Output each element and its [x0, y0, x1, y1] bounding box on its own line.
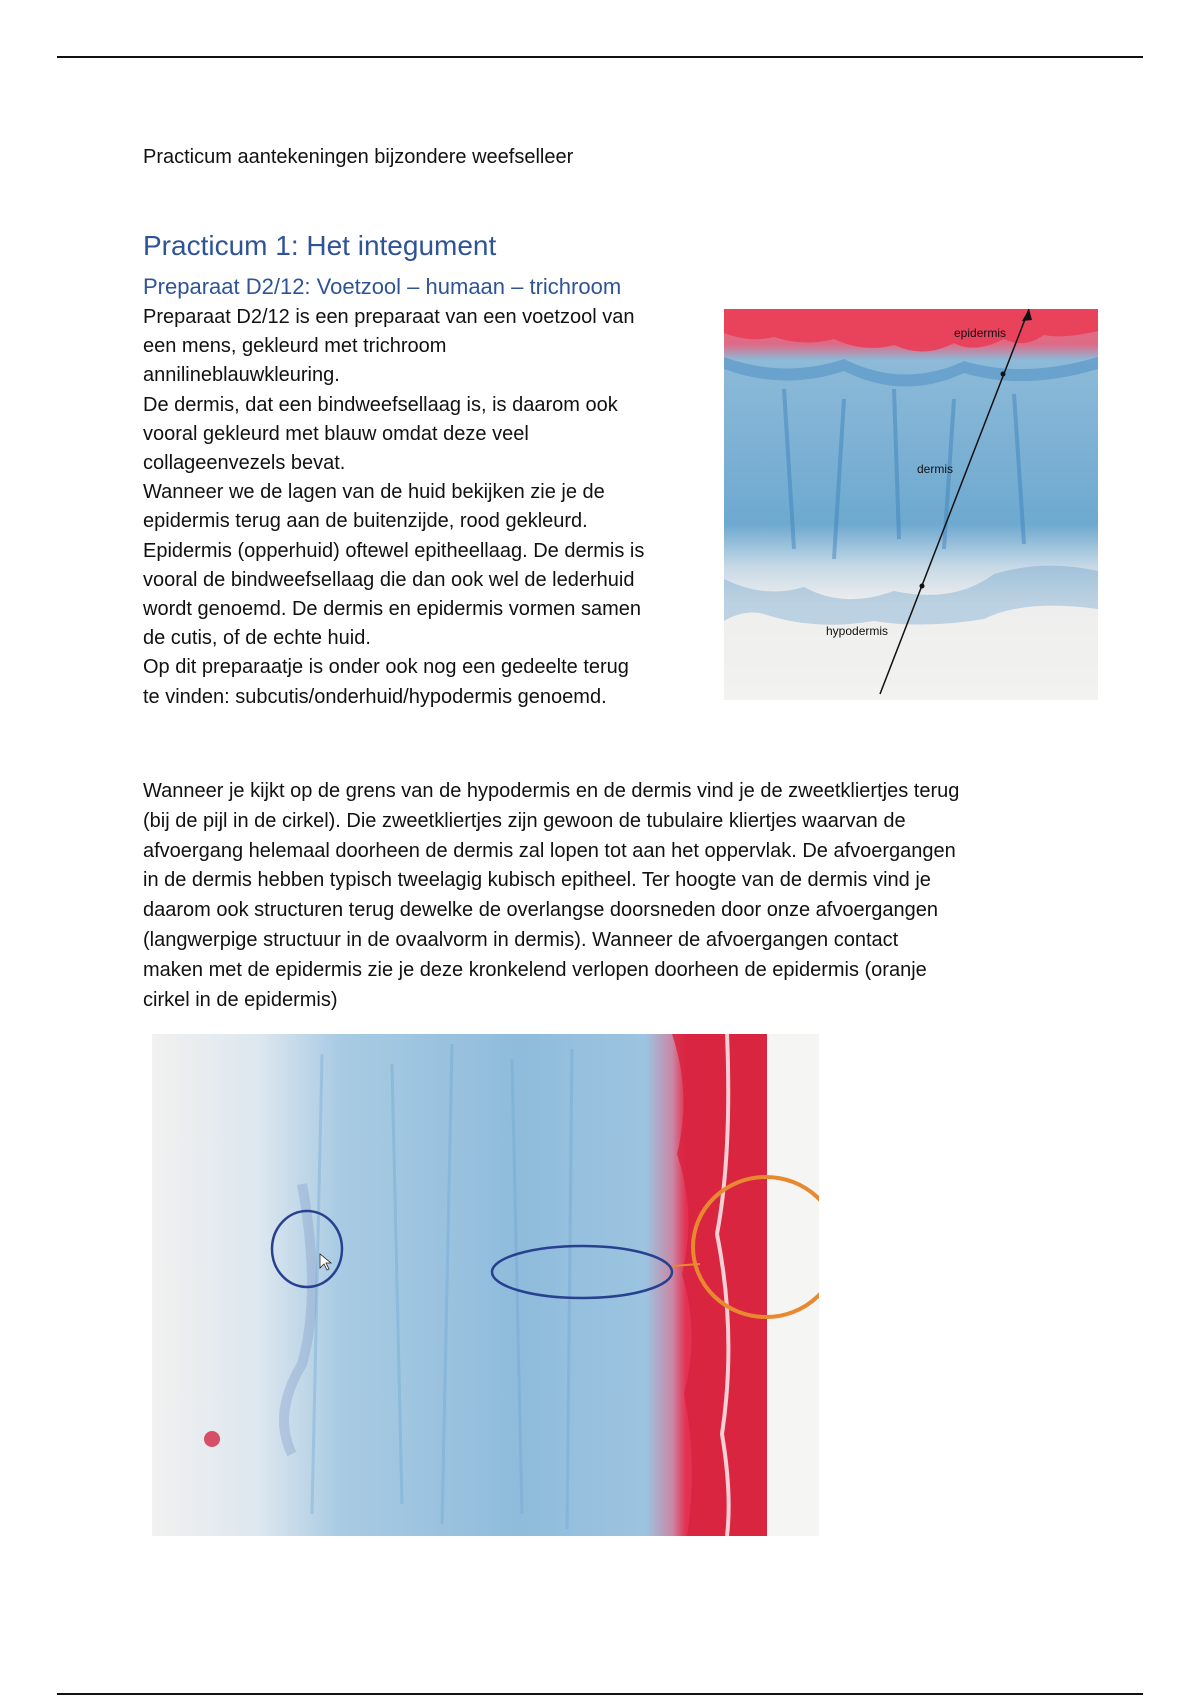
text-line: daarom ook structuren terug dewelke de overlangse doorsneden door onze afvoergangen: [143, 899, 938, 922]
text-line: (bij de pijl in de cirkel). Die zweetkliertjes zijn gewoon de tubulaire kliertjes waarvan de: [143, 809, 906, 832]
text-line: collageenvezels bevat.: [143, 452, 346, 475]
text-line: cirkel in de epidermis): [143, 988, 338, 1011]
heading-practicum: Practicum 1: Het integument: [143, 230, 497, 261]
text-line: De dermis, dat een bindweefsellaag is, is daarom ook: [143, 393, 618, 416]
text-line: maken met de epidermis zie je deze kronkelend verlopen doorheen de epidermis (oranje: [143, 958, 927, 981]
text-line: vooral gekleurd met blauw omdat deze veel: [143, 422, 529, 445]
text-line: een mens, gekleurd met trichroom: [143, 335, 447, 358]
text-line: afvoergang helemaal doorheen de dermis zal lopen tot aan het oppervlak. De afvoergangen: [143, 839, 956, 862]
label-epidermis: epidermis: [954, 326, 1007, 340]
outer-background: [767, 1034, 819, 1536]
document-header: Practicum aantekeningen bijzondere weefselleer: [143, 146, 574, 168]
sweat-gland-figure: [152, 1034, 819, 1536]
bottom-rule: [57, 1693, 1143, 1695]
top-rule: [57, 56, 1143, 58]
text-line: Op dit preparaatje is onder ook nog een gedeelte terug: [143, 656, 629, 679]
text-line: vooral de bindweefsellaag die dan ook wel de lederhuid: [143, 568, 635, 591]
label-dermis: dermis: [917, 462, 954, 476]
text-line: annilineblauwkleuring.: [143, 364, 340, 387]
text-line: wordt genoemd. De dermis en epidermis vormen samen: [143, 598, 641, 621]
text-line: Wanneer je kijkt op de grens van de hypodermis en de dermis vind je de zweetkliertjes terug: [143, 780, 960, 802]
text-line: te vinden: subcutis/onderhuid/hypodermis genoemd.: [143, 685, 607, 708]
paragraph-sweat-glands: [143, 777, 1063, 1015]
text-line: (langwerpige structuur in de ovaalvorm in dermis). Wanneer de afvoergangen contact: [143, 928, 899, 951]
skin-layers-figure: [724, 309, 1098, 700]
heading-preparaat: Preparaat D2/12: Voetzool – humaan – trichroom: [143, 274, 622, 299]
label-hypodermis: hypodermis: [826, 624, 889, 638]
text-line: in de dermis hebben typisch tweelagig kubisch epitheel. Ter hoogte van de dermis vind je: [143, 869, 931, 892]
epidermis-dermis-marker: [1001, 372, 1006, 377]
vessel-spot: [204, 1431, 220, 1447]
histology-background: [724, 309, 1098, 700]
text-line: Preparaat D2/12 is een preparaat van een voetzool van: [143, 306, 635, 328]
paragraph-intro: [143, 303, 718, 712]
text-line: Epidermis (opperhuid) oftewel epitheellaag. De dermis is: [143, 539, 645, 562]
text-line: epidermis terug aan de buitenzijde, rood gekleurd.: [143, 510, 588, 533]
dermis-hypodermis-marker: [920, 584, 925, 589]
text-line: de cutis, of de echte huid.: [143, 627, 371, 650]
text-line: Wanneer we de lagen van de huid bekijken zie je de: [143, 481, 605, 504]
